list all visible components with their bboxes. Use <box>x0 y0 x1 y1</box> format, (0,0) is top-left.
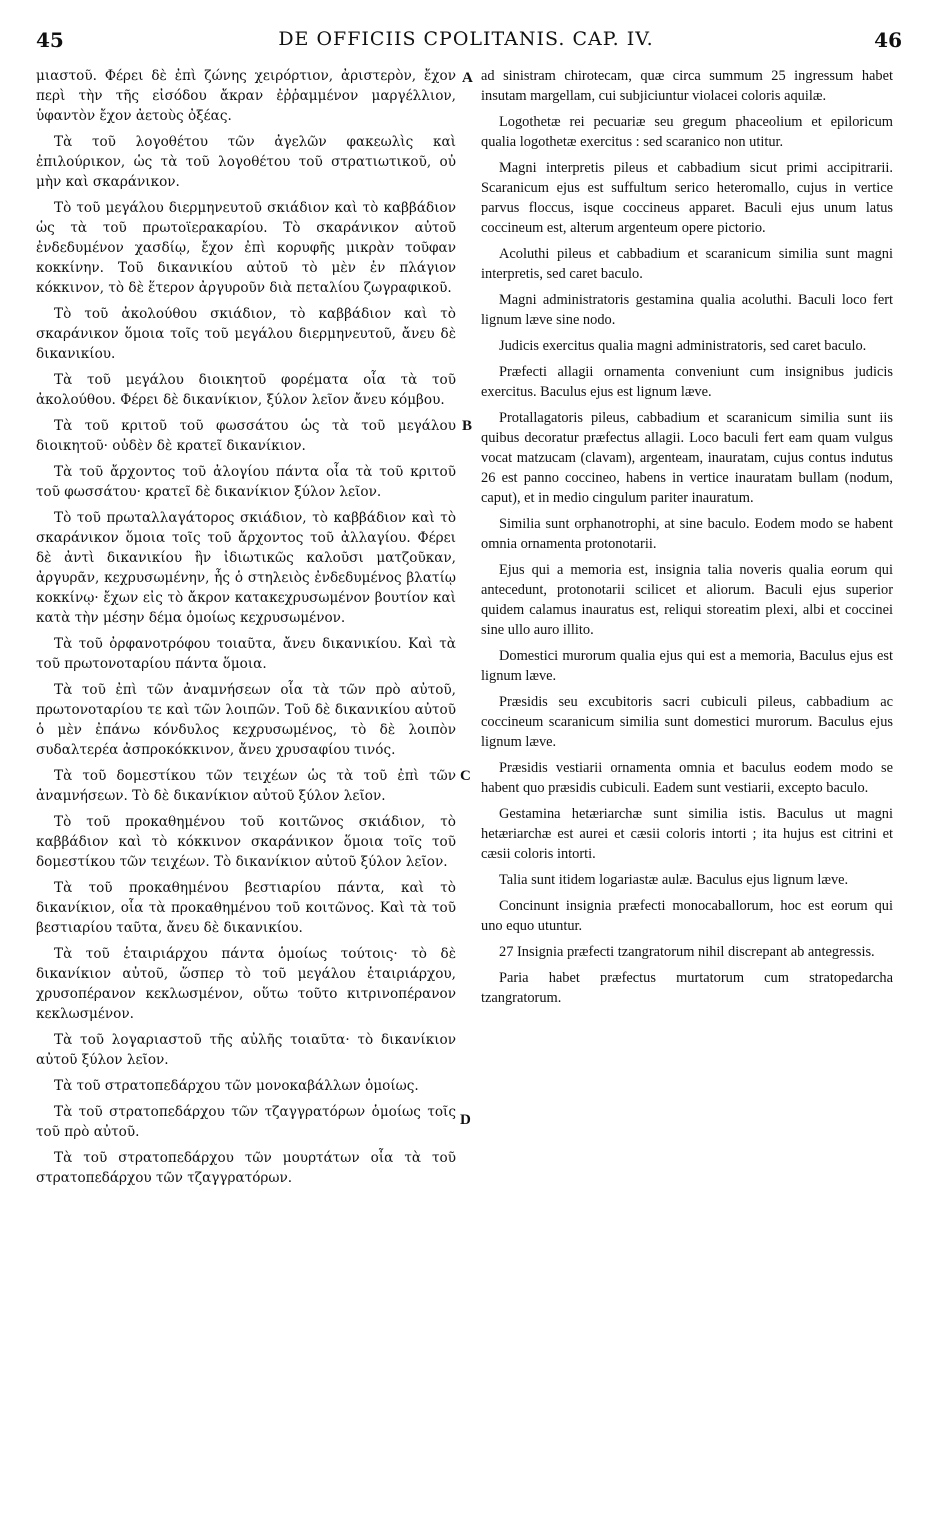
latin-column <box>481 66 893 1014</box>
latin-paragraph: Logothetæ rei pecuariæ seu gregum phaceolium et epiloricum qualia logothetæ exercitus : sed scaranico non utitur. <box>481 114 893 150</box>
latin-paragraph: Concinunt insignia præfecti monocaballorum, hoc est eorum qui uno equo utuntur. <box>481 898 893 934</box>
greek-paragraph: Τὸ τοῦ μεγάλου διερμηνευτοῦ σκιάδιον καὶ τὸ καββάδιον ὡς τὰ τοῦ πρωτοϊερακαρίου. Τὸ σκαράνικον αὐτοῦ ἐνδεδυμένον χασδίῳ, ἔχον ἐπὶ κορυφῆς μικρὰν τοῦφαν κοκκίνην. Τοῦ δικανικίου αὐτοῦ τὸ μὲν ἐν πλάγιον κόκκινον, τὸ δὲ ἕτερον ἀργυροῦν διὰ πεταλίου ζωγραφικοῦ. <box>36 200 456 296</box>
latin-paragraph: Talia sunt itidem logariastæ aulæ. Baculus ejus lignum læve. <box>499 872 849 888</box>
latin-paragraph: Præsidis seu excubitoris sacri cubiculi pileus, cabbadium ac coccineum scaranicum similia sunt domestici murorum. Baculus ejus lignum læve. <box>481 694 893 750</box>
greek-paragraph: Τὰ τοῦ προκαθημένου βεστιαρίου πάντα, καὶ τὸ δικανίκιον, οἷα τὰ προκαθημένου τοῦ κοιτῶνος. Καὶ τὰ τοῦ βεστιαρίου ταῦτα, ἄνευ δὲ δικανικίου. <box>36 880 456 936</box>
greek-column <box>36 66 456 1194</box>
greek-paragraph: Τὰ τοῦ ἐπὶ τῶν ἀναμνήσεων οἷα τὰ τῶν πρὸ αὐτοῦ, πρωτονοταρίου τε καὶ τῶν λοιπῶν. Τοῦ δὲ δικανικίου αὐτοῦ ὁ μὲν ἐπάνω κόνδυλος κεχρυσωμένος, τὸ δὲ λοιπὸν συδαλτερέα ἀσπροκόκκινον, ἄνευ χρυσαφίου τινός. <box>36 682 456 758</box>
latin-paragraph: Protallagatoris pileus, cabbadium et scaranicum similia sunt iis quibus decoratur præfectus allagii. Loco baculi fert eam quam vulgus vocat matzucam (clavam), argenteam, inauratam, cujus contus indutus 26 est panno coccineo, habens in vertice inauratam bullam (nodum, caput), et in medio cingulum pariter inauratum. <box>481 410 893 506</box>
latin-paragraph: 27 Insignia præfecti tzangratorum nihil discrepant ab antegressis. <box>499 944 875 960</box>
greek-paragraph: Τὰ τοῦ ἑταιριάρχου πάντα ὁμοίως τούτοις· τὸ δὲ δικανίκιον αὐτοῦ, ὥσπερ τὸ τοῦ μεγάλου ἑταιριάρχου, χρυσοπέρανον κεκλωσμένον, οὕτω τοῦτο κιτρινοπέρανον κεκλωσμένον. <box>36 946 456 1022</box>
margin-marker-b: B <box>462 418 473 434</box>
margin-marker-a: A <box>462 70 473 86</box>
greek-paragraph: Τὸ τοῦ προκαθημένου τοῦ κοιτῶνος σκιάδιον, τὸ καββάδιον καὶ τὸ κόκκινον σκαράνικον ὅμοια τοῖς τοῦ δομεστίκου τῶν τειχέων. Τὸ δικανίκιον αὐτοῦ ξύλον λεῖον. <box>36 814 456 870</box>
greek-paragraph: Τὰ τοῦ στρατοπεδάρχου τῶν μονοκαβάλλων ὁμοίως. <box>54 1078 419 1094</box>
page-header <box>0 28 932 60</box>
latin-paragraph: Domestici murorum qualia ejus qui est a memoria, Baculus ejus est lignum læve. <box>481 648 893 684</box>
greek-paragraph: Τὰ τοῦ ἄρχοντος τοῦ ἀλογίου πάντα οἷα τὰ τοῦ κριτοῦ τοῦ φωσσάτου· κρατεῖ δὲ δικανίκιον ξύλον λεῖον. <box>36 464 456 500</box>
greek-paragraph: Τὰ τοῦ ὀρφανοτρόφου τοιαῦτα, ἄνευ δικανικίου. Καὶ τὰ τοῦ πρωτονοταρίου πάντα ὅμοια. <box>36 636 456 672</box>
greek-paragraph: Τὰ τοῦ μεγάλου διοικητοῦ φορέματα οἷα τὰ τοῦ ἀκολούθου. Φέρει δὲ δικανίκιον, ξύλον λεῖον ἄνευ κόμβου. <box>36 372 456 408</box>
latin-paragraph: Præsidis vestiarii ornamenta omnia et baculus eodem modo se habent quo præsidis cubiculi. Eadem sunt vestiarii, excepto baculo. <box>481 760 893 796</box>
latin-paragraph: Judicis exercitus qualia magni administratoris, sed caret baculo. <box>499 338 867 354</box>
greek-paragraph: Τὸ τοῦ πρωταλλαγάτορος σκιάδιον, τὸ καββάδιον καὶ τὸ σκαράνικον ὅμοια τοῖς τοῦ ἄρχοντος τοῦ ἀλλαγίου. Φέρει δὲ ἀντὶ δικανικίου ἣν ἰδιωτικῶς καλοῦσι ματζοῦκαν, ἀργυρᾶν, κεχρυσωμένην, ἧς ὁ στηλειὸς ἐνδεδυμένος βλατίῳ κοκκίνῳ· ἔχων εἰς τὸ ἄκρον κατακεχρυσωμένον βουτίον καὶ κατὰ τὴν μέσην δέμα ὁμοίως κεχρυσωμένον. <box>36 510 456 626</box>
greek-paragraph: Τὰ τοῦ δομεστίκου τῶν τειχέων ὡς τὰ τοῦ ἐπὶ τῶν ἀναμνήσεων. Τὸ δὲ δικανίκιον αὐτοῦ ξύλον λεῖον. <box>36 768 456 804</box>
right-page-number: 46 <box>874 28 902 52</box>
latin-paragraph: Ejus qui a memoria est, insignia talia noveris qualia eorum qui antecedunt, protonotarii scilicet et aliorum. Baculi ejus superior quidem calamus inauratus est, reliqui storeatim plexi, albi et coccinei sine ullo auro illito. <box>481 562 893 638</box>
greek-paragraph: Τὸ τοῦ ἀκολούθου σκιάδιον, τὸ καββάδιον καὶ τὸ σκαράνικον ὅμοια τοῖς τοῦ μεγάλου διερμηνευτοῦ, ἄνευ δὲ δικανικίου. <box>36 306 456 362</box>
greek-paragraph: Τὰ τοῦ λογαριαστοῦ τῆς αὐλῆς τοιαῦτα· τὸ δικανίκιον αὐτοῦ ξύλον λεῖον. <box>36 1032 456 1068</box>
latin-paragraph: Magni administratoris gestamina qualia acoluthi. Baculi loco fert lignum læve sine nodo. <box>481 292 893 328</box>
latin-paragraph: Acoluthi pileus et cabbadium et scaranicum similia sunt magni interpretis, sed caret baculo. <box>481 246 893 282</box>
running-title: DE OFFICIIS CPOLITANIS. CAP. IV. <box>278 28 654 50</box>
latin-paragraph: Similia sunt orphanotrophi, at sine baculo. Eodem modo se habent omnia ornamenta protonotarii. <box>481 516 893 552</box>
latin-paragraph: Præfecti allagii ornamenta conveniunt cum insignibus judicis exercitus. Baculus ejus est lignum læve. <box>481 364 893 400</box>
latin-paragraph: ad sinistram chirotecam, quæ circa summum 25 ingressum habet insutam margellam, cui subjiciuntur violacei coloris aquilæ. <box>481 68 893 104</box>
margin-marker-c: C <box>460 768 471 784</box>
latin-paragraph: Gestamina hetæriarchæ sunt similia istis. Baculus ut magni hetæriarchæ est aurei et cæsii coloris intorti ; ita hujus est citrini et cæsii coloris intorti. <box>481 806 893 862</box>
greek-paragraph: Τὰ τοῦ λογοθέτου τῶν ἀγελῶν φακεωλὶς καὶ ἐπιλούρικον, ὡς τὰ τοῦ λογοθέτου τοῦ στρατιωτικοῦ, οὐ μὴν καὶ σκαράνικον. <box>36 134 456 190</box>
greek-paragraph: Τὰ τοῦ στρατοπεδάρχου τῶν μουρτάτων οἷα τὰ τοῦ στρατοπεδάρχου τῶν τζαγγρατόρων. <box>36 1150 456 1186</box>
greek-paragraph: Τὰ τοῦ στρατοπεδάρχου τῶν τζαγγρατόρων ὁμοίως τοῖς τοῦ πρὸ αὐτοῦ. <box>36 1104 456 1140</box>
left-page-number: 45 <box>36 28 64 52</box>
greek-paragraph: μιαστοῦ. Φέρει δὲ ἐπὶ ζώνης χειρόρτιον, ἀριστερὸν, ἔχον περὶ τὴν τῆς εἰσόδου ἄκραν ἐῤῥαμμένον μαργέλλιον, ὑφαντὸν ἔχον ἀετοὺς ὀξέας. <box>36 68 456 124</box>
greek-paragraph: Τὰ τοῦ κριτοῦ τοῦ φωσσάτου ὡς τὰ τοῦ μεγάλου διοικητοῦ· οὐδὲν δὲ κρατεῖ δικανίκιον. <box>36 418 456 454</box>
margin-marker-d: D <box>460 1112 471 1128</box>
latin-paragraph: Magni interpretis pileus et cabbadium sicut primi accipitrarii. Scaranicum ejus est suffultum serico heteromallo, cujus in vertice parvus floccus, isque coccineus apparet. Baculi ejus unum latus coccineum est, alterum argenteum opere pictorio. <box>481 160 893 236</box>
latin-paragraph: Paria habet præfectus murtatorum cum stratopedarcha tzangratorum. <box>481 970 893 1006</box>
